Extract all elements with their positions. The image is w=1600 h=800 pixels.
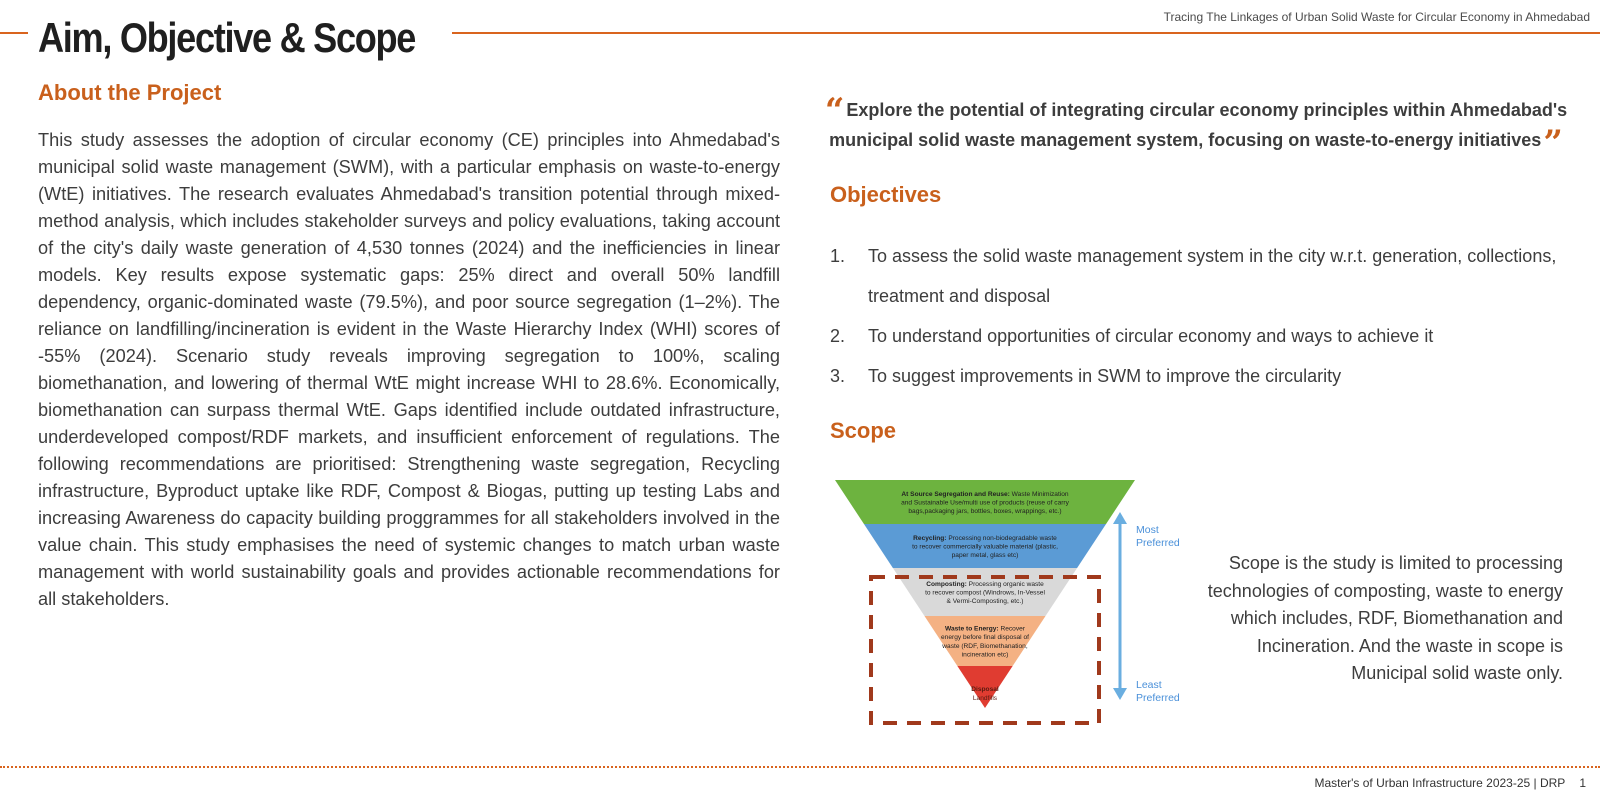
hierarchy-level-label: incineration etc) [961,651,1009,659]
objective-number: 1. [830,246,846,266]
footer [1314,776,1586,790]
hierarchy-level-label: Recycling: Processing non-biodegradable waste [913,534,1057,542]
scope-heading: Scope [830,418,897,443]
hierarchy-level-label: energy before final disposal of [941,634,1029,642]
objectives-heading: Objectives [830,182,942,207]
hierarchy-level-label: & Vermi-Composting, etc.) [946,598,1024,606]
open-quote-mark: “ [824,91,845,131]
scope-text: Scope is the study is limited to processing technologies of composting, waste to energy which includes, RDF, Biomethanation and Incineration. And the waste in scope is Municipal solid waste only. [1207,553,1563,683]
least-preferred-label: Preferred [1136,692,1180,704]
header-rule-right [452,32,1600,34]
page-number: 1 [1579,776,1586,790]
footer-rule [0,766,1600,768]
hierarchy-level-label: to recover compost (Windrows, In-Vessel [925,589,1045,597]
header-rule-left [0,32,28,34]
hierarchy-level-label: Composting: Processing organic waste [926,580,1044,588]
preference-arrow [1113,512,1127,700]
objectives-list [830,236,1570,396]
objective-number: 2. [830,326,846,346]
hierarchy-level-label: to recover commercially valuable material (plastic, [912,543,1058,551]
objective-text: To suggest improvements in SWM to improve the circularity [868,366,1342,386]
objective-item [830,316,1570,356]
hierarchy-level-label: and Sustainable Use/multi use of products (reuse of carry [901,499,1069,507]
about-heading: About the Project [38,80,222,105]
most-preferred-label: Most [1136,524,1159,536]
objective-item [830,356,1570,396]
report-title: Tracing The Linkages of Urban Solid Waste for Circular Economy in Ahmedabad [1163,10,1590,24]
objective-text: To understand opportunities of circular economy and ways to achieve it [868,326,1434,346]
about-body: This study assesses the adoption of circular economy (CE) principles into Ahmedabad's municipal solid waste management (SWM), with a particular emphasis on waste-to-energy (WtE) initiatives. The research evaluates Ahmedabad's transition potential through mixed-method analysis, which includes stakeholder surveys and policy evaluations, taking account of the city's daily waste generation of 4,530 tonnes (2024) and the inefficiencies in linear models. Key results expose systematic gaps: 25% direct and overall 50% landfill dependency, organic-dominated waste (79.5%), and poor source segregation (1–2%). The reliance on landfilling/incineration is evident in the Waste Hierarchy Index (WHI) scores of -55% (2024). Scenario study reveals improving segregation to 100%, scaling biomethanation, and lowering of thermal WtE might increase WHI to 28.6%. Economically, biomethanation can surpass thermal WtE. Gaps identified include outdated infrastructure, underdeveloped compost/RDF markets, and insufficient enforcement of regulations. The following recommendations are prioritised: Strengthening waste segregation, Recycling infrastructure, Byproduct uptake like RDF, Compost & Biogas, putting up testing Labs and increasing Awareness do capacity building proggrammes for all stakeholders involved in the value chain. This study emphasises the need of systemic changes to match urban waste management with world sustainability goals and provides actionable recommendations for all stakeholders. [38,130,780,609]
hierarchy-level-label: At Source Segregation and Reuse: Waste Minimization [901,490,1069,498]
least-preferred-label: Least [1136,679,1162,691]
aim-text: Explore the potential of integrating circular economy principles within Ahmedabad's municipal solid waste management system, focusing on waste-to-energy initiatives [829,100,1568,150]
close-quote-mark: ” [1543,123,1563,163]
waste-hierarchy-diagram [820,476,1210,736]
most-preferred-label: Preferred [1136,537,1180,549]
hierarchy-level-label: paper metal, glass etc) [951,552,1019,560]
page-title: Aim, Objective & Scope [38,14,416,61]
hierarchy-level-label: Disposal [971,686,999,693]
objective-text: To assess the solid waste management system in the city w.r.t. generation, collections, treatment and disposal [868,246,1557,306]
objective-item [830,236,1570,316]
footer-program: Master's of Urban Infrastructure 2023-25 | DRP [1314,776,1566,790]
hierarchy-level-label: Waste to Energy: Recover [944,625,1026,633]
aim-quote [820,91,1572,163]
objective-number: 3. [830,366,846,386]
hierarchy-level-label: waste (RDF, Biomethanation, [942,642,1028,650]
hierarchy-level-label: Landfills [972,695,998,702]
hierarchy-level-label: bags,packaging jars, bottles, boxes, wrappings, etc.) [908,508,1062,516]
